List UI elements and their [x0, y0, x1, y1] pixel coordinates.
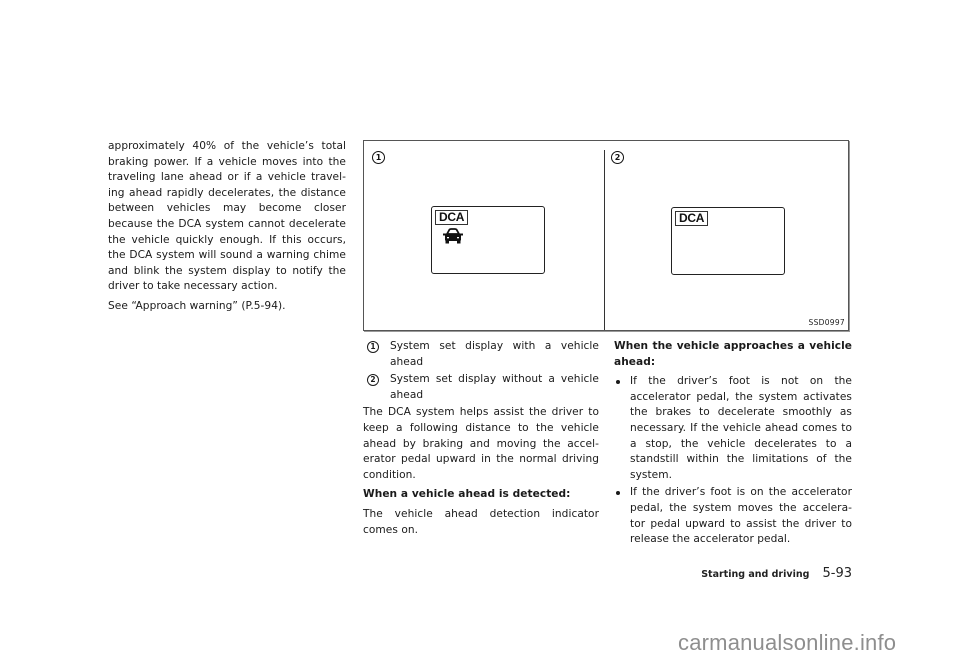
subheading: When a vehicle ahead is detected: — [363, 488, 571, 501]
legend-text: System set display with a vehicle ahead — [390, 340, 599, 368]
section-title: Starting and driving — [701, 569, 810, 580]
middle-column — [363, 339, 599, 542]
left-column — [108, 139, 346, 319]
bullet-icon — [616, 380, 620, 384]
legend-item — [363, 339, 599, 370]
legend-text: System set display without a vehicle ahead — [390, 373, 599, 401]
display-without-vehicle — [671, 207, 785, 275]
panel-number-1: 1 — [372, 151, 385, 164]
legend-item — [363, 372, 599, 403]
number-badge: 1 — [367, 341, 379, 353]
cross-reference: See “Approach warning” (P.5-94). — [108, 299, 286, 312]
subheading: When the vehicle approaches a vehicle ahead: — [614, 340, 852, 368]
paragraph: The DCA system helps assist the driver to keep a following distance to the vehicle ahead by braking and moving the accel-erator pedal upward in the normal driving condition. — [363, 406, 599, 481]
dca-display-figure — [363, 140, 849, 331]
paragraph: approximately 40% of the vehicle’s total braking power. If a vehicle moves into the traveling lane ahead or if a vehicle travel-ing ahead rapidly decelerates, the distance between vehicles may become closer because the DCA system cannot decelerate the vehicle quickly enough. If this occurs, the DCA system will sound a warning chime and blink the system display to notify the driver to take necessary action. — [108, 140, 346, 293]
car-front-icon — [442, 228, 464, 244]
bullet-text: If the driver’s foot is not on the accelerator pedal, the system activates the brakes to decelerate smoothly as necessary. If the vehicle ahead comes to a stop, the vehicle decelerates to a standstill within the limitations of the system. — [630, 375, 852, 481]
watermark: carmanualsonline.info — [678, 630, 897, 655]
number-badge: 2 — [367, 374, 379, 386]
page-footer — [700, 562, 852, 581]
paragraph: The vehicle ahead detection indicator comes on. — [363, 507, 599, 536]
right-column — [614, 339, 852, 550]
panel-number-2: 2 — [611, 151, 624, 164]
display-with-vehicle — [431, 206, 545, 274]
bullet-item — [614, 485, 852, 547]
bullet-text: If the driver’s foot is on the accelerator pedal, the system moves the accelera-tor pedal upward to assist the driver to release the accelerator pedal. — [630, 486, 852, 546]
dca-indicator: DCA — [435, 210, 468, 225]
figure-code: SSD0997 — [808, 318, 845, 327]
bullet-item — [614, 374, 852, 483]
bullet-icon — [616, 491, 620, 495]
dca-indicator: DCA — [675, 211, 708, 226]
page-number: 5-93 — [822, 566, 852, 581]
panel-divider — [604, 150, 605, 330]
